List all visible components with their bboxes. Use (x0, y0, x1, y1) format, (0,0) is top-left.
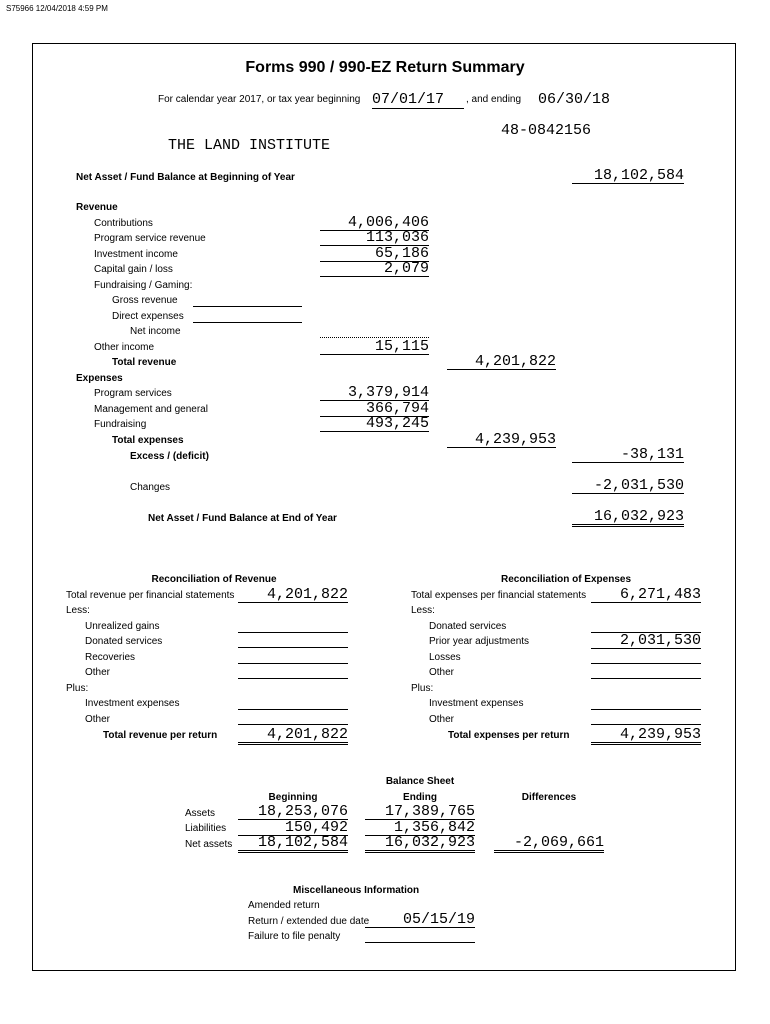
bs-net-assets-difference: -2,069,661 (494, 835, 604, 853)
recon-rev-less-label: Less: (66, 605, 90, 616)
recon-rev-plus-label: Plus: (66, 683, 89, 694)
recon-rev-total-return-label: Total revenue per return (103, 730, 218, 741)
net-income-label: Net income (130, 326, 181, 337)
program-services-value: 3,379,914 (320, 385, 429, 401)
bs-col-beginning: Beginning (268, 792, 318, 803)
tax-year-begin: 07/01/17 (372, 91, 445, 108)
recon-exp-other2-line (591, 724, 701, 725)
recon-rev-recoveries-label: Recoveries (85, 652, 136, 663)
fundraising-gaming-label: Fundraising / Gaming: (94, 280, 193, 291)
misc-due-date-label: Return / extended due date (248, 916, 370, 927)
contributions-label: Contributions (94, 218, 153, 229)
other-income-label: Other income (94, 342, 155, 353)
recon-exp-invexp-line (591, 709, 701, 710)
balance-sheet-heading: Balance Sheet (385, 776, 455, 787)
recon-rev-recoveries-line (238, 663, 348, 664)
recon-rev-total-fs-value: 4,201,822 (238, 587, 348, 603)
excess-value: -38,131 (572, 447, 684, 463)
recon-rev-donated-line (238, 647, 348, 648)
net-asset-end-label: Net Asset / Fund Balance at End of Year (148, 513, 337, 524)
net-asset-begin-label: Net Asset / Fund Balance at Beginning of Year (76, 172, 295, 183)
net-asset-begin-value: 18,102,584 (572, 168, 684, 184)
capital-gain-label: Capital gain / loss (94, 264, 173, 275)
recon-exp-losses-line (591, 663, 701, 664)
changes-value: -2,031,530 (572, 478, 684, 494)
recon-expenses-heading: Reconciliation of Expenses (500, 574, 632, 585)
bs-assets-ending: 17,389,765 (365, 804, 475, 820)
recon-exp-plus-label: Plus: (411, 683, 434, 694)
bs-net-assets-label: Net assets (185, 839, 233, 850)
bs-col-ending: Ending (403, 792, 437, 803)
contributions-value: 4,006,406 (320, 215, 429, 231)
fundraising-exp-label: Fundraising (94, 419, 147, 430)
recon-exp-losses-label: Losses (429, 652, 461, 663)
bs-net-assets-ending: 16,032,923 (365, 835, 475, 853)
recon-rev-other1-line (238, 678, 348, 679)
recon-exp-other1-label: Other (429, 667, 455, 678)
recon-rev-invexp-label: Investment expenses (85, 698, 180, 709)
misc-due-date-value: 05/15/19 (365, 912, 475, 928)
total-expenses-value: 4,239,953 (447, 432, 556, 448)
recon-rev-donated-label: Donated services (85, 636, 163, 647)
management-value: 366,794 (320, 401, 429, 417)
changes-label: Changes (130, 482, 171, 493)
org-name: THE LAND INSTITUTE (168, 137, 331, 154)
recon-exp-total-fs-label: Total expenses per financial statements (411, 590, 587, 601)
recon-exp-total-return-label: Total expenses per return (448, 730, 570, 741)
fundraising-exp-value: 493,245 (320, 416, 429, 432)
direct-expenses-label: Direct expenses (112, 311, 184, 322)
bs-assets-beginning: 18,253,076 (238, 804, 348, 820)
recon-rev-total-fs-label: Total revenue per financial statements (66, 590, 235, 601)
recon-rev-invexp-line (238, 709, 348, 710)
page-title: Forms 990 / 990-EZ Return Summary (245, 59, 525, 76)
bs-liabilities-beginning: 150,492 (238, 820, 348, 836)
bs-liabilities-label: Liabilities (185, 823, 227, 834)
total-expenses-label: Total expenses (112, 435, 184, 446)
investment-income-value: 65,186 (320, 246, 429, 262)
recon-exp-prior-year-value: 2,031,530 (591, 633, 701, 649)
recon-exp-other2-label: Other (429, 714, 455, 725)
recon-rev-unrealized-label: Unrealized gains (85, 621, 160, 632)
print-stamp: S75966 12/04/2018 4:59 PM (6, 4, 108, 13)
bs-net-assets-beginning: 18,102,584 (238, 835, 348, 853)
recon-rev-unrealized-line (238, 632, 348, 633)
misc-amended-label: Amended return (248, 900, 320, 911)
recon-exp-total-fs-value: 6,271,483 (591, 587, 701, 603)
total-revenue-value: 4,201,822 (447, 354, 556, 370)
program-services-label: Program services (94, 388, 172, 399)
tax-year-label: For calendar year 2017, or tax year beginning (158, 94, 361, 105)
program-service-value: 113,036 (320, 230, 429, 246)
net-asset-end-value: 16,032,923 (572, 509, 684, 527)
recon-exp-donated-label: Donated services (429, 621, 507, 632)
gross-revenue-line (193, 306, 302, 307)
revenue-heading: Revenue (76, 202, 118, 213)
recon-rev-total-return-value: 4,201,822 (238, 727, 348, 745)
bs-assets-label: Assets (185, 808, 216, 819)
recon-exp-prior-year-label: Prior year adjustments (429, 636, 530, 647)
misc-penalty-label: Failure to file penalty (248, 931, 341, 942)
recon-exp-invexp-label: Investment expenses (429, 698, 524, 709)
tax-year-end: 06/30/18 (538, 91, 611, 108)
ein: 48-0842156 (501, 122, 592, 139)
total-revenue-label: Total revenue (112, 357, 177, 368)
recon-exp-total-return-value: 4,239,953 (591, 727, 701, 745)
gross-revenue-label: Gross revenue (112, 295, 178, 306)
recon-revenue-heading: Reconciliation of Revenue (151, 574, 277, 585)
recon-exp-less-label: Less: (411, 605, 435, 616)
bs-liabilities-ending: 1,356,842 (365, 820, 475, 836)
recon-rev-other1-label: Other (85, 667, 111, 678)
recon-rev-other2-line (238, 724, 348, 725)
tax-year-ending-label: , and ending (466, 94, 522, 105)
recon-exp-other1-line (591, 678, 701, 679)
management-label: Management and general (94, 404, 208, 415)
other-income-value: 15,115 (320, 339, 429, 355)
recon-rev-other2-label: Other (85, 714, 111, 725)
bs-col-differences: Differences (521, 792, 577, 803)
direct-expenses-line (193, 322, 302, 323)
misc-heading: Miscellaneous Information (293, 885, 420, 896)
excess-label: Excess / (deficit) (130, 451, 209, 462)
program-service-label: Program service revenue (94, 233, 206, 244)
investment-income-label: Investment income (94, 249, 178, 260)
tax-year-begin-line (372, 108, 464, 109)
capital-gain-value: 2,079 (320, 261, 429, 277)
misc-penalty-line (365, 942, 475, 943)
expenses-heading: Expenses (76, 373, 123, 384)
